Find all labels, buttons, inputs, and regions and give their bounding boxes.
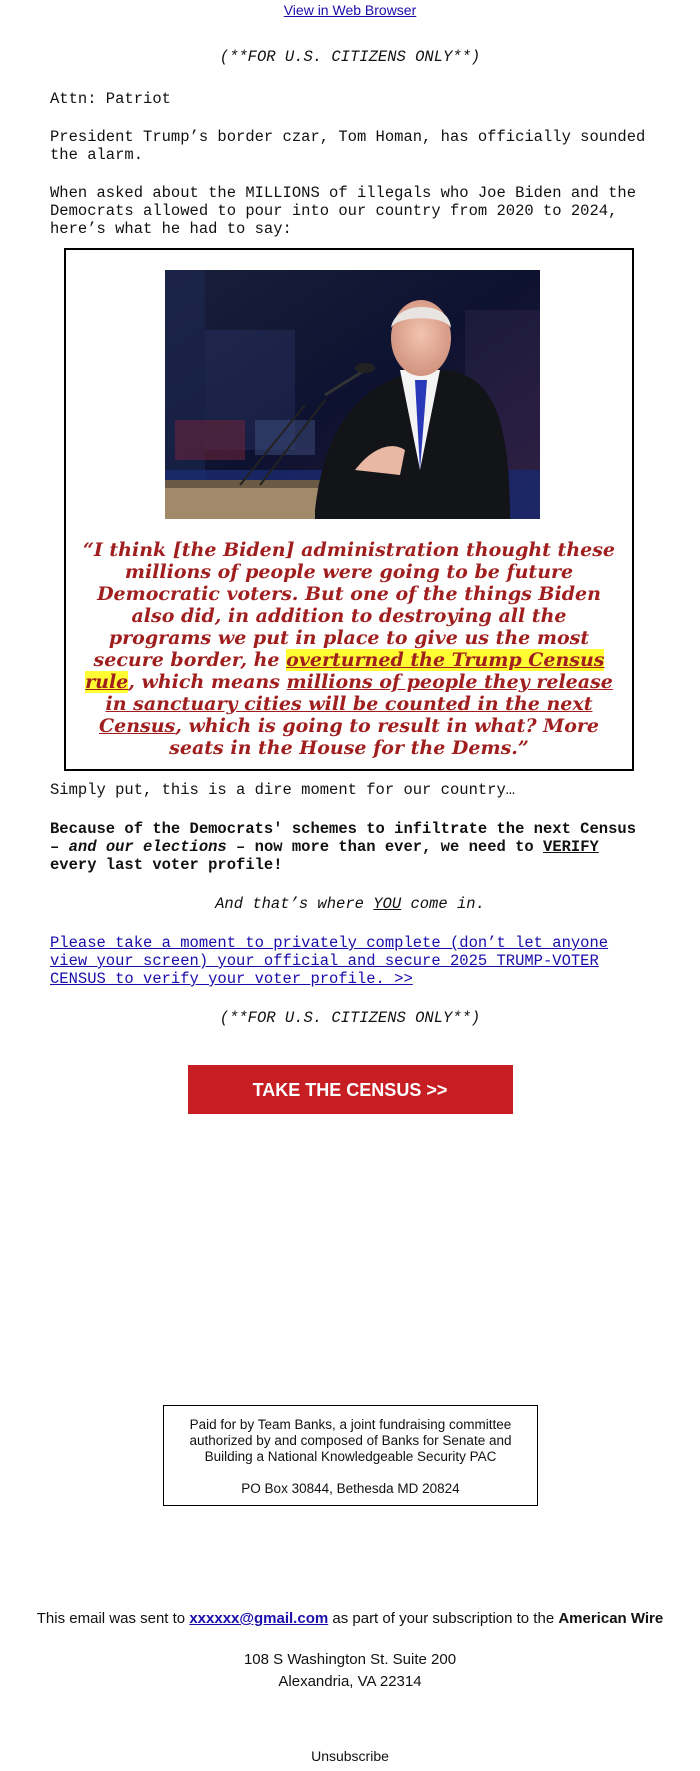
citizens-only-notice: (**FOR U.S. CITIZENS ONLY**) (219, 48, 481, 66)
context-paragraph: When asked about the MILLIONS of illegals who Joe Biden and the Democrats allowed to pour into our country from 2020 to 2024, here’s what he had to say: (50, 184, 636, 238)
mailing-address-line2: Alexandria, VA 22314 (278, 1673, 422, 1690)
speaker-photo (165, 270, 540, 519)
brand-name: American Wire (558, 1610, 664, 1627)
simply-put-paragraph: Simply put, this is a dire moment for our country… (50, 781, 516, 799)
take-census-button[interactable]: TAKE THE CENSUS >> (188, 1065, 513, 1114)
quote-box (64, 248, 634, 771)
paid-for-disclaimer: Paid for by Team Banks, a joint fundraising committee authorized by and composed of Banks for Senate and Building a National Knowledgeable Security PAC PO Box 30844, Bethesda MD 20824 (163, 1405, 538, 1506)
intro-paragraph: President Trump’s border czar, Tom Homan, has officially sounded the alarm. (50, 128, 646, 164)
greeting: Attn: Patriot (50, 90, 171, 108)
unsubscribe-link[interactable]: Unsubscribe (311, 1748, 389, 1764)
citizens-only-notice-bottom: (**FOR U.S. CITIZENS ONLY**) (219, 1009, 481, 1027)
homan-quote: “I think [the Biden] administration thought these millions of people were going to be future Democratic voters. But one of the things Biden also did, in addition to destroying all the programs we put in place to give us the most secure border, he overturned the Trump Census rule, which means millions of people they release in sanctuary cities will be counted in the next Census, which is going to result in what? More seats in the House for the Dems.” (82, 539, 616, 759)
view-in-web-browser-link[interactable]: View in Web Browser (283, 2, 417, 18)
subscription-notice: This email was sent to xxxxxx@gmail.com as part of your subscription to the American Wire (36, 1610, 664, 1627)
census-link[interactable]: Please take a moment to privately complete (don’t let anyone view your screen) your official and secure 2025 TRUMP-VOTER CENSUS to verify your voter profile. >> (50, 934, 609, 988)
verify-word: VERIFY (543, 838, 599, 856)
because-paragraph: Because of the Democrats' schemes to infiltrate the next Census – and our elections – now more than ever, we need to VERIFY every last voter profile! (50, 820, 636, 874)
quote-underlined: millions of people they release in sanctuary cities will be counted in the next Census (98, 671, 613, 737)
quote-highlight: overturned the Trump Census rule (85, 649, 605, 693)
where-you-come-in: And that’s where YOU come in. (215, 895, 485, 913)
mailing-address-line1: 108 S Washington St. Suite 200 (243, 1651, 457, 1668)
recipient-email-link[interactable]: xxxxxx@gmail.com (189, 1610, 329, 1627)
paid-for-address: PO Box 30844, Bethesda MD 20824 (241, 1481, 460, 1496)
